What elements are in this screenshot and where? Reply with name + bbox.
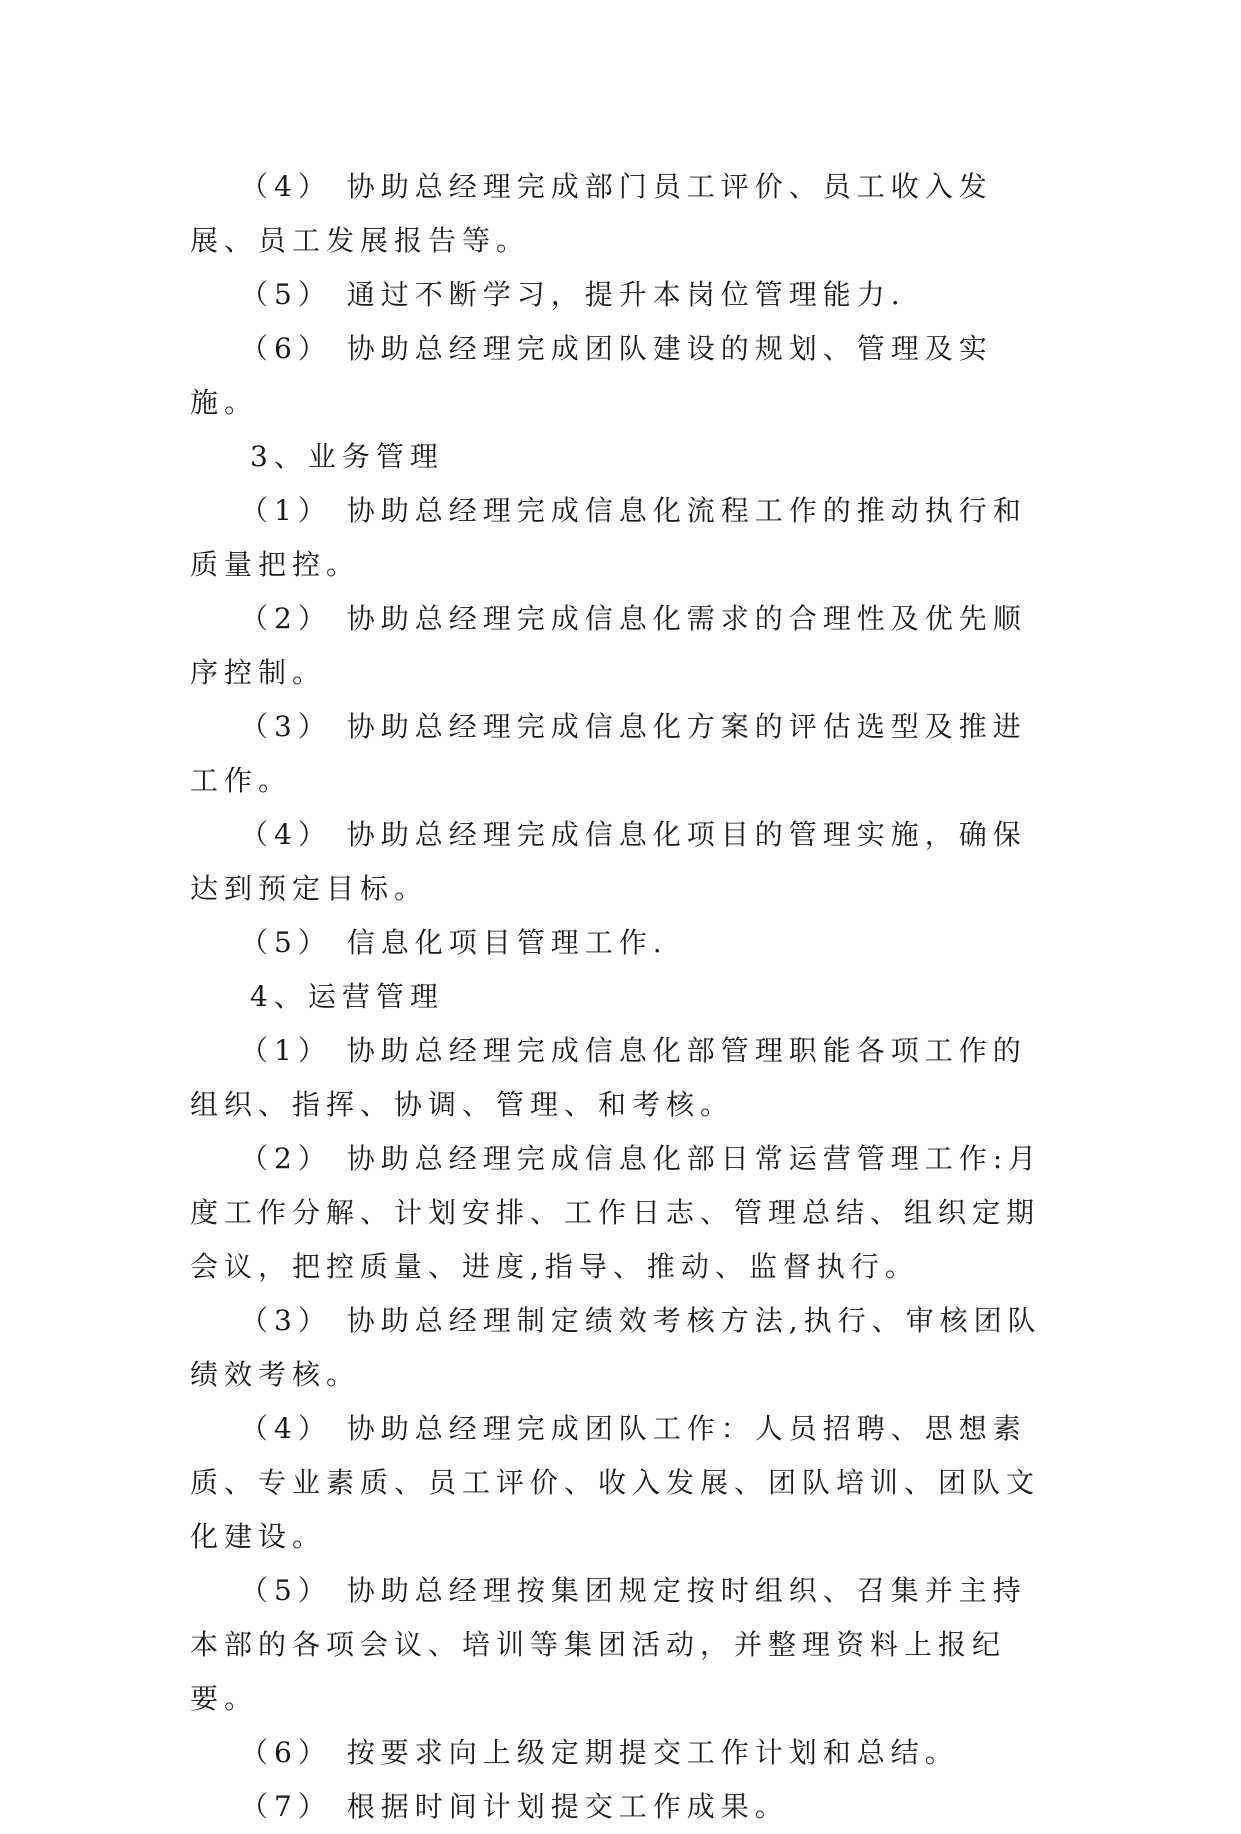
list-item: （1） 协助总经理完成信息化流程工作的推动执行和质量把控。 — [190, 494, 1027, 581]
list-item: （4） 协助总经理完成团队工作：人员招聘、思想素质、专业素质、员工评价、收入发展、团队培训、团队文化建设。 — [190, 1412, 1041, 1553]
list-item: （7） 根据时间计划提交工作成果。 — [240, 1790, 789, 1823]
list-item: （6） 协助总经理完成团队建设的规划、管理及实施。 — [190, 332, 993, 419]
list-item: （5） 协助总经理按集团规定按时组织、召集并主持本部的各项会议、培训等集团活动，并整理资料上报纪要。 — [190, 1574, 1027, 1715]
document-body — [190, 160, 1055, 1834]
list-item: （2） 协助总经理完成信息化需求的合理性及优先顺序控制。 — [190, 602, 1027, 689]
list-item: （4） 协助总经理完成信息化项目的管理实施，确保达到预定目标。 — [190, 818, 1027, 905]
list-item: （5） 信息化项目管理工作. — [240, 926, 668, 959]
list-item: （3） 协助总经理制定绩效考核方法,执行、审核团队绩效考核。 — [190, 1304, 1042, 1391]
list-item: （4） 协助总经理完成部门员工评价、员工收入发展、员工发展报告等。 — [190, 170, 993, 257]
list-item: （5） 通过不断学习，提升本岗位管理能力. — [240, 278, 906, 311]
list-item: （1） 协助总经理完成信息化部管理职能各项工作的组织、指挥、协调、管理、和考核。 — [190, 1034, 1027, 1121]
list-item: （2） 协助总经理完成信息化部日常运营管理工作:月度工作分解、计划安排、工作日志、管理总结、组织定期会议，把控质量、进度,指导、推动、监督执行。 — [190, 1142, 1043, 1283]
section-heading: 3、业务管理 — [250, 440, 444, 473]
section-heading: 4、运营管理 — [250, 980, 444, 1013]
list-item: （3） 协助总经理完成信息化方案的评估选型及推进工作。 — [190, 710, 1027, 797]
list-item: （6） 按要求向上级定期提交工作计划和总结。 — [240, 1736, 959, 1769]
